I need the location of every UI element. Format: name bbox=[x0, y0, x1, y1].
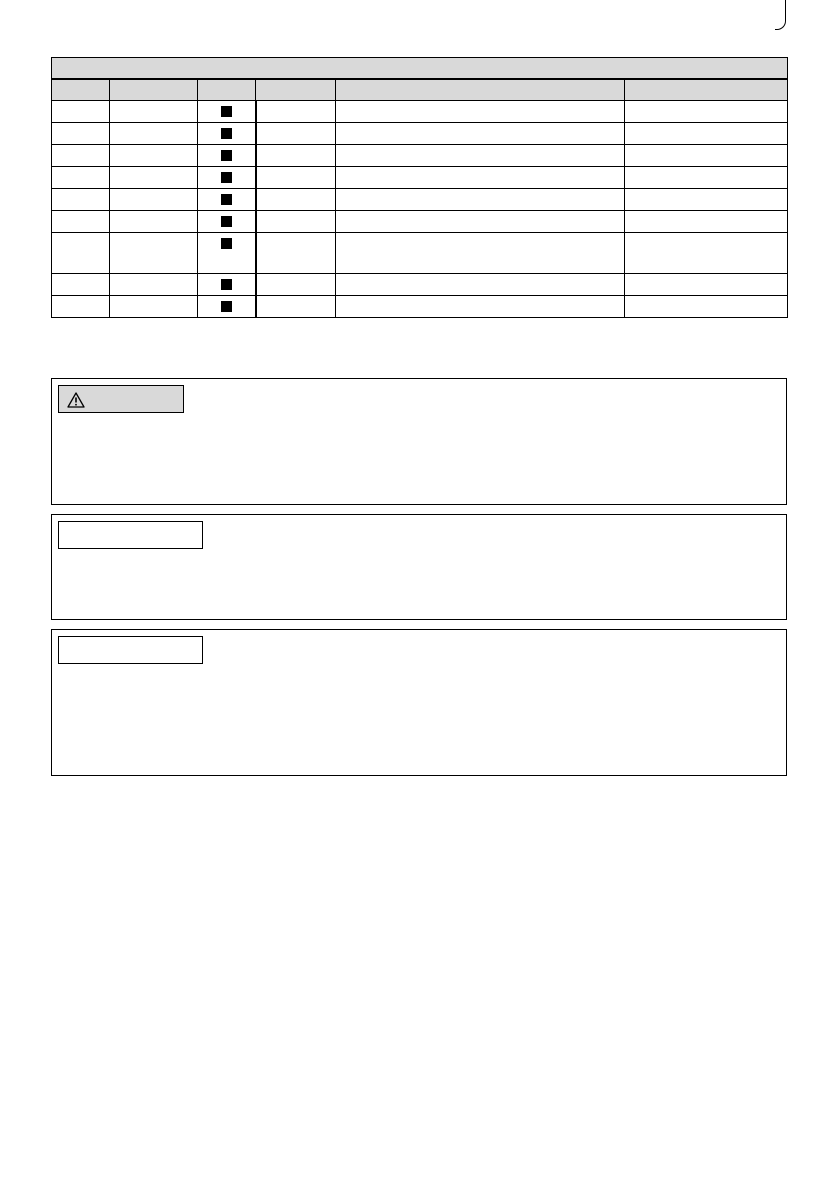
table-cell bbox=[625, 145, 788, 167]
table-cell bbox=[52, 233, 110, 274]
table-cell bbox=[110, 296, 198, 318]
table-header-row bbox=[52, 79, 788, 101]
table-row bbox=[52, 101, 788, 123]
table-cell bbox=[625, 101, 788, 123]
table-cell bbox=[110, 123, 198, 145]
filled-square-marker bbox=[221, 194, 232, 205]
filled-square-marker bbox=[221, 106, 232, 117]
table-cell bbox=[336, 233, 625, 274]
table-header-6 bbox=[625, 79, 788, 101]
table-cell bbox=[52, 274, 110, 296]
table-cell bbox=[336, 296, 625, 318]
filled-square-marker bbox=[221, 172, 232, 183]
table-row bbox=[52, 233, 788, 274]
marker-cell bbox=[198, 274, 256, 296]
table-row bbox=[52, 274, 788, 296]
table-cell bbox=[110, 101, 198, 123]
marker-cell bbox=[198, 167, 256, 189]
table-row bbox=[52, 167, 788, 189]
table-cell bbox=[336, 274, 625, 296]
note-label-tag bbox=[58, 636, 203, 664]
spec-table bbox=[51, 57, 788, 318]
table-cell bbox=[52, 167, 110, 189]
table-row bbox=[52, 211, 788, 233]
marker-cell bbox=[198, 101, 256, 123]
crop-corner-mark bbox=[775, 0, 786, 30]
table-cell bbox=[336, 189, 625, 211]
table-cell bbox=[625, 274, 788, 296]
marker-cell bbox=[198, 123, 256, 145]
marker-cell bbox=[198, 189, 256, 211]
table-cell bbox=[256, 233, 336, 274]
table-row bbox=[52, 145, 788, 167]
table-row bbox=[52, 123, 788, 145]
table-cell bbox=[52, 101, 110, 123]
filled-square-marker bbox=[221, 150, 232, 161]
table-cell bbox=[336, 211, 625, 233]
table-cell bbox=[256, 189, 336, 211]
filled-square-marker bbox=[221, 128, 232, 139]
table-cell bbox=[110, 167, 198, 189]
table-cell bbox=[110, 211, 198, 233]
table-header-4 bbox=[256, 79, 336, 101]
table-cell bbox=[336, 101, 625, 123]
table-cell bbox=[336, 167, 625, 189]
table-cell bbox=[256, 211, 336, 233]
table-cell bbox=[52, 145, 110, 167]
table-cell bbox=[625, 211, 788, 233]
filled-square-marker bbox=[221, 216, 232, 227]
table-row bbox=[52, 189, 788, 211]
table-cell bbox=[256, 101, 336, 123]
filled-square-marker bbox=[221, 279, 232, 290]
table-cell bbox=[256, 167, 336, 189]
table-cell bbox=[110, 274, 198, 296]
warning-triangle-icon bbox=[67, 392, 85, 408]
marker-cell bbox=[198, 233, 256, 274]
table-cell bbox=[256, 123, 336, 145]
table-cell bbox=[625, 233, 788, 274]
table-header-5 bbox=[336, 79, 625, 101]
warning-box bbox=[51, 378, 787, 505]
table-title-row bbox=[52, 58, 788, 80]
table-cell bbox=[52, 211, 110, 233]
table-cell bbox=[625, 296, 788, 318]
table-cell bbox=[256, 274, 336, 296]
table-cell bbox=[625, 189, 788, 211]
table-cell bbox=[336, 145, 625, 167]
table-cell bbox=[110, 145, 198, 167]
table-row bbox=[52, 296, 788, 318]
table-cell bbox=[52, 189, 110, 211]
table-title bbox=[52, 58, 788, 80]
table-cell bbox=[625, 123, 788, 145]
table-cell bbox=[256, 296, 336, 318]
table-cell bbox=[110, 189, 198, 211]
marker-cell bbox=[198, 296, 256, 318]
table-cell bbox=[52, 296, 110, 318]
table-cell bbox=[336, 123, 625, 145]
table-header-3 bbox=[198, 79, 256, 101]
table-cell bbox=[110, 233, 198, 274]
marker-cell bbox=[198, 145, 256, 167]
table-cell bbox=[52, 123, 110, 145]
note-label-tag bbox=[58, 521, 203, 549]
table-header-2 bbox=[110, 79, 198, 101]
marker-cell bbox=[198, 211, 256, 233]
filled-square-marker bbox=[221, 301, 232, 312]
filled-square-marker bbox=[221, 238, 232, 249]
table-header-1 bbox=[52, 79, 110, 101]
note-box bbox=[51, 514, 787, 620]
warning-label-tag bbox=[58, 385, 184, 413]
table-cell bbox=[256, 145, 336, 167]
table-cell bbox=[625, 167, 788, 189]
note-box bbox=[51, 629, 787, 776]
